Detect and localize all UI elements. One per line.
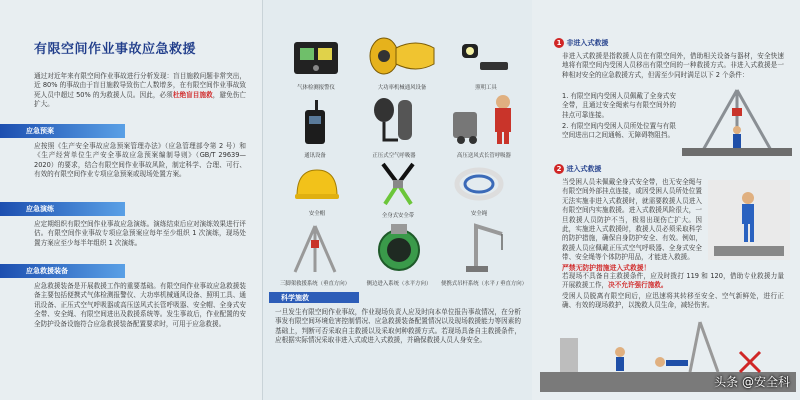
equipment-airline bbox=[439, 92, 529, 159]
heading-entry bbox=[554, 164, 601, 174]
intro-paragraph bbox=[34, 72, 246, 110]
page-right bbox=[532, 0, 800, 400]
condition-1: 1. 有限空间内受困人员佩戴了全身式安全带，且通过安全绳索与有限空间外的挂点可靠连接。 bbox=[562, 92, 676, 119]
warning-text: 严禁无防护措施进入式救援！ bbox=[562, 264, 651, 272]
equipment-label: 全身式安全带 bbox=[381, 213, 415, 219]
equipment-davit bbox=[439, 220, 529, 287]
section-heading: 应急演练 bbox=[26, 205, 54, 213]
breathing-apparatus-icon bbox=[364, 94, 424, 146]
equipment-label: 安全绳 bbox=[470, 211, 488, 217]
equipment-label: 安全帽 bbox=[308, 211, 326, 217]
intro-text-end: ，避免伤亡扩大。 bbox=[34, 90, 247, 109]
equipment-label: 正压式空气呼吸器 bbox=[372, 153, 416, 159]
equipment-label: 照明工具 bbox=[475, 85, 497, 91]
heading-text: 进入式救援 bbox=[566, 165, 602, 173]
page-left bbox=[0, 0, 262, 400]
section-bar-plan bbox=[0, 124, 125, 138]
entry-paragraph: 当受困人员未佩戴全身式安全带，也无安全绳与有限空间外部挂点连接，或因受困人员所处位置无法实施非进入式救援时，就需要救援人员进入有限空间内实施救援。进入式救援风险很大，一旦救援人员防护不当，极易出现伤亡扩大。因此，实施进入式救援时，救援人员必须采取科学的防护措施，确保自身防护安全、有效。例如，救援人员应佩戴正压式空气呼吸器、全身式安全带、安全绳等个体防护用品，才能进入救援。 bbox=[562, 178, 702, 262]
section-text-plan: 应按照《生产安全事故应急预案管理办法》（应急管理部令第 2 号）和《生产经营单位生产安全事故应急预案编制导则》（GB/T 29639—2020）的要求，结合有限空间作业事故风险，制定科学、合理、可行、有效的有限空间作业专项应急预案或现场处置方案。 bbox=[34, 142, 246, 179]
helmet-icon bbox=[293, 166, 341, 204]
flashlight-icon bbox=[456, 38, 516, 78]
tripod-icon bbox=[289, 222, 341, 274]
section-bar-equipment bbox=[0, 264, 125, 278]
section-text-equipment: 应急救援装备是开展救援工作的重要基础。有限空间作业事故应急救援装备主要包括便携式气体检测报警仪、大功率机械通风设备、照明工具、通讯设备、正压式空气呼吸器或高压送风式长管呼吸器、安全帽、全身式安全带、安全绳、有限空间进出及救援系统等。发生事故后，作业配置的安全防护设备设施符合应急救援装备配置要求时，可用于应急救援。 bbox=[34, 282, 246, 328]
equipment-label: 三脚架救援系统（垂直方向） bbox=[279, 281, 351, 287]
airline-respirator-icon bbox=[447, 92, 521, 146]
page-middle bbox=[262, 0, 534, 400]
equipment-label: 大功率机械通风设备 bbox=[377, 85, 427, 91]
watermark: 头条 @安全科 bbox=[714, 375, 790, 389]
equipment-label: 高压送风式长管呼吸器 bbox=[457, 153, 511, 159]
section-bar-drill bbox=[0, 202, 125, 216]
equipment-radio bbox=[285, 100, 345, 159]
condition-2: 2. 有限空间内受困人员所处位置与有限空间进出口之间通畅、无障碍物阻挡。 bbox=[562, 122, 676, 140]
section-heading: 应急救援装备 bbox=[26, 267, 68, 275]
side-entry-icon bbox=[373, 222, 425, 274]
equipment-side-entry bbox=[359, 222, 439, 287]
rope-icon bbox=[452, 164, 506, 204]
section-heading: 科学施救 bbox=[281, 294, 309, 302]
equipment-ventilation bbox=[361, 34, 443, 91]
equipment-tripod bbox=[277, 222, 353, 287]
number-badge: 1 bbox=[554, 38, 564, 48]
section-bar-science bbox=[269, 292, 359, 303]
external-rescue-paragraph bbox=[562, 272, 784, 291]
equipment-rope bbox=[447, 164, 511, 217]
page-title: 有限空间作业事故应急救援 bbox=[34, 42, 197, 57]
science-paragraph: 一旦发生有限空间作业事故，作业现场负责人应及时向本单位报告事故情况，在分析事发有限空间环境危害控制情况、应急救援装备配置情况以及现场救援能力等因素的基础上，判断可否采取自主救援以及采取何种救援方式。若现场具备自主救援条件，应根据实际情况采取非进入式或进入式救援，并确保救援人员人身安全。 bbox=[275, 308, 521, 345]
equipment-gas-detector bbox=[281, 38, 351, 91]
heading-non-entry bbox=[554, 38, 608, 48]
davit-icon bbox=[456, 220, 512, 274]
equipment-label: 便携式吊杆系统（水平 / 垂直方向） bbox=[440, 281, 528, 287]
aftercare-paragraph: 受困人员脱离有限空间后，应迅速将其转移至安全、空气新鲜处，进行正确、有效的现场救护，以挽救人员生命，减轻伤害。 bbox=[562, 292, 784, 310]
intro-highlight: 杜绝盲目施救 bbox=[172, 90, 213, 99]
intro-text: 通过对近年来有限空间作业事故进行分析发现：盲目施救问题非常突出，近 80% 的事故由于盲目施救导致伤亡人数增多，在有限空间作业事故致死人员中超过 50% 的为救援人员。因此，必须 bbox=[34, 72, 246, 99]
harness-icon bbox=[373, 160, 423, 206]
tripod-rescue-illustration-icon bbox=[682, 86, 792, 156]
number-badge: 2 bbox=[554, 164, 564, 174]
equipment-helmet bbox=[287, 166, 347, 217]
entry-rescue-illustration-icon bbox=[708, 180, 790, 260]
gas-detector-icon bbox=[290, 38, 342, 78]
external-rescue-highlight: 决不允许强行施救。 bbox=[608, 281, 668, 290]
ventilation-fan-icon bbox=[366, 34, 438, 78]
equipment-label: 气体检测报警仪 bbox=[297, 85, 335, 91]
walkie-talkie-icon bbox=[301, 100, 329, 146]
equipment-harness bbox=[363, 160, 433, 219]
equipment-flashlight bbox=[451, 38, 521, 91]
section-text-drill: 应定期组织有限空间作业事故应急演练。演练结束后应对演练效果进行评估。有限空间作业事故专项应急预案应每年至少组织 1 次演练，现场处置方案应至少每半年组织 1 次演练。 bbox=[34, 220, 246, 247]
section-heading: 应急预案 bbox=[26, 127, 54, 135]
non-entry-paragraph: 非进入式救援是指救援人员在有限空间外，借助相关设备与器材，安全快速地将有限空间内受困人员移出有限空间的一种救援方式。非进入式救援是一种相对安全的应急救援方式，但需至少同时满足以下 2 个条件： bbox=[562, 52, 784, 79]
equipment-label: 侧边进入系统（水平方向） bbox=[366, 281, 432, 287]
equipment-label: 通讯设备 bbox=[304, 153, 326, 159]
external-rescue-text: 若现场不具备自主救援条件，应及时拨打 119 和 120，借助专业救援力量开展救援工作， bbox=[562, 272, 784, 290]
heading-text: 非进入式救援 bbox=[566, 39, 609, 47]
equipment-scba bbox=[351, 94, 437, 159]
